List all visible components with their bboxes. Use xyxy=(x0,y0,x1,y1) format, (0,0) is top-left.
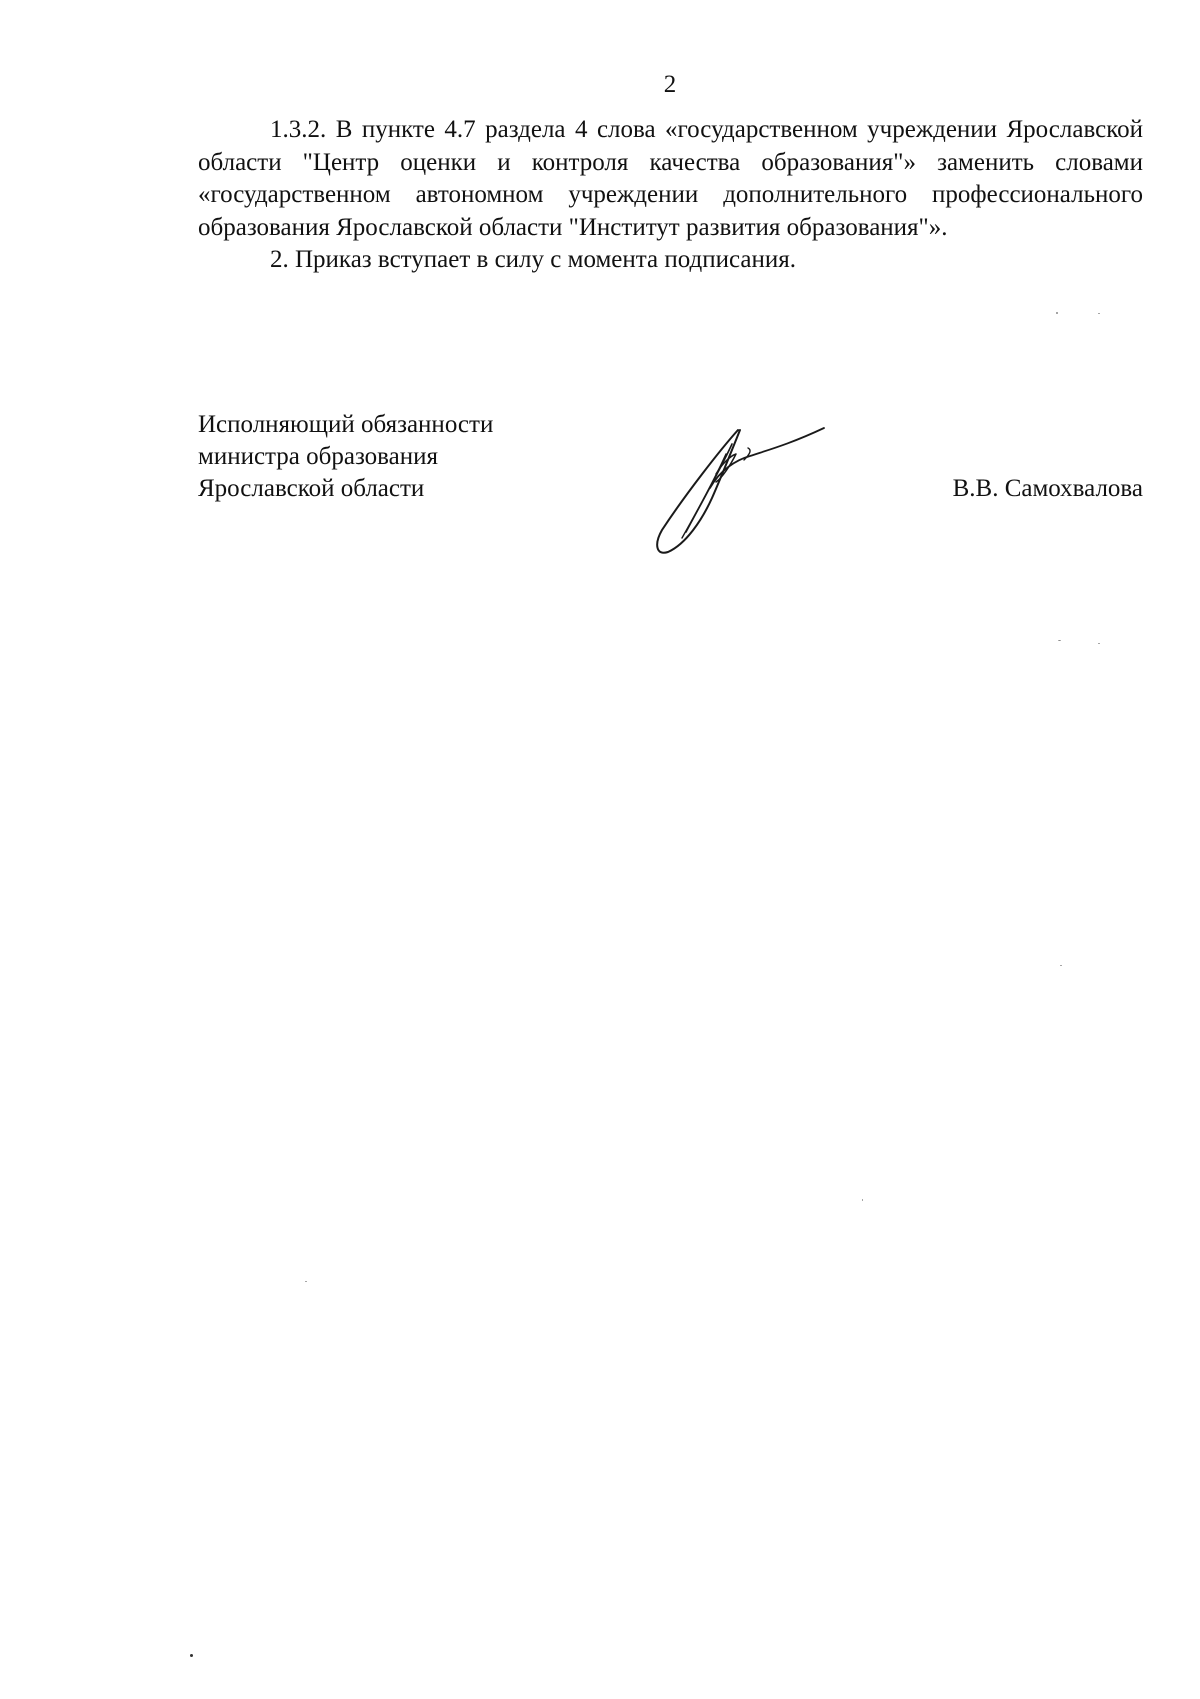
handwritten-signature-icon xyxy=(640,410,840,560)
signer-position-line: министра образования xyxy=(198,443,439,470)
scan-speck xyxy=(190,1654,193,1657)
signer-position-line: Исполняющий обязанности xyxy=(198,411,494,438)
paragraph-item-1-3-2: 1.3.2. В пункте 4.7 раздела 4 слова «государственном учреждении Ярославской области "Центр оценки и контроля качества образования"» заменить словами «государственном автономном учреждении дополнительного профессионального образования Ярославской области "Институт развития образования"». xyxy=(198,116,1143,241)
scan-speck xyxy=(1056,312,1058,314)
page-number: 2 xyxy=(663,71,677,98)
scan-speck xyxy=(1098,643,1100,644)
scan-speck xyxy=(1058,640,1061,641)
paragraph-item-2: 2. Приказ вступает в силу с момента подписания. xyxy=(270,246,796,273)
scan-speck xyxy=(305,1281,307,1282)
document-body xyxy=(198,114,1143,277)
scan-speck xyxy=(862,1199,863,1201)
signer-position-line: Ярославской области xyxy=(198,475,425,502)
signer-position xyxy=(198,409,618,505)
scan-speck xyxy=(1098,313,1100,314)
scan-speck xyxy=(1060,965,1062,966)
signer-name: В.В. Самохвалова xyxy=(952,475,1143,502)
